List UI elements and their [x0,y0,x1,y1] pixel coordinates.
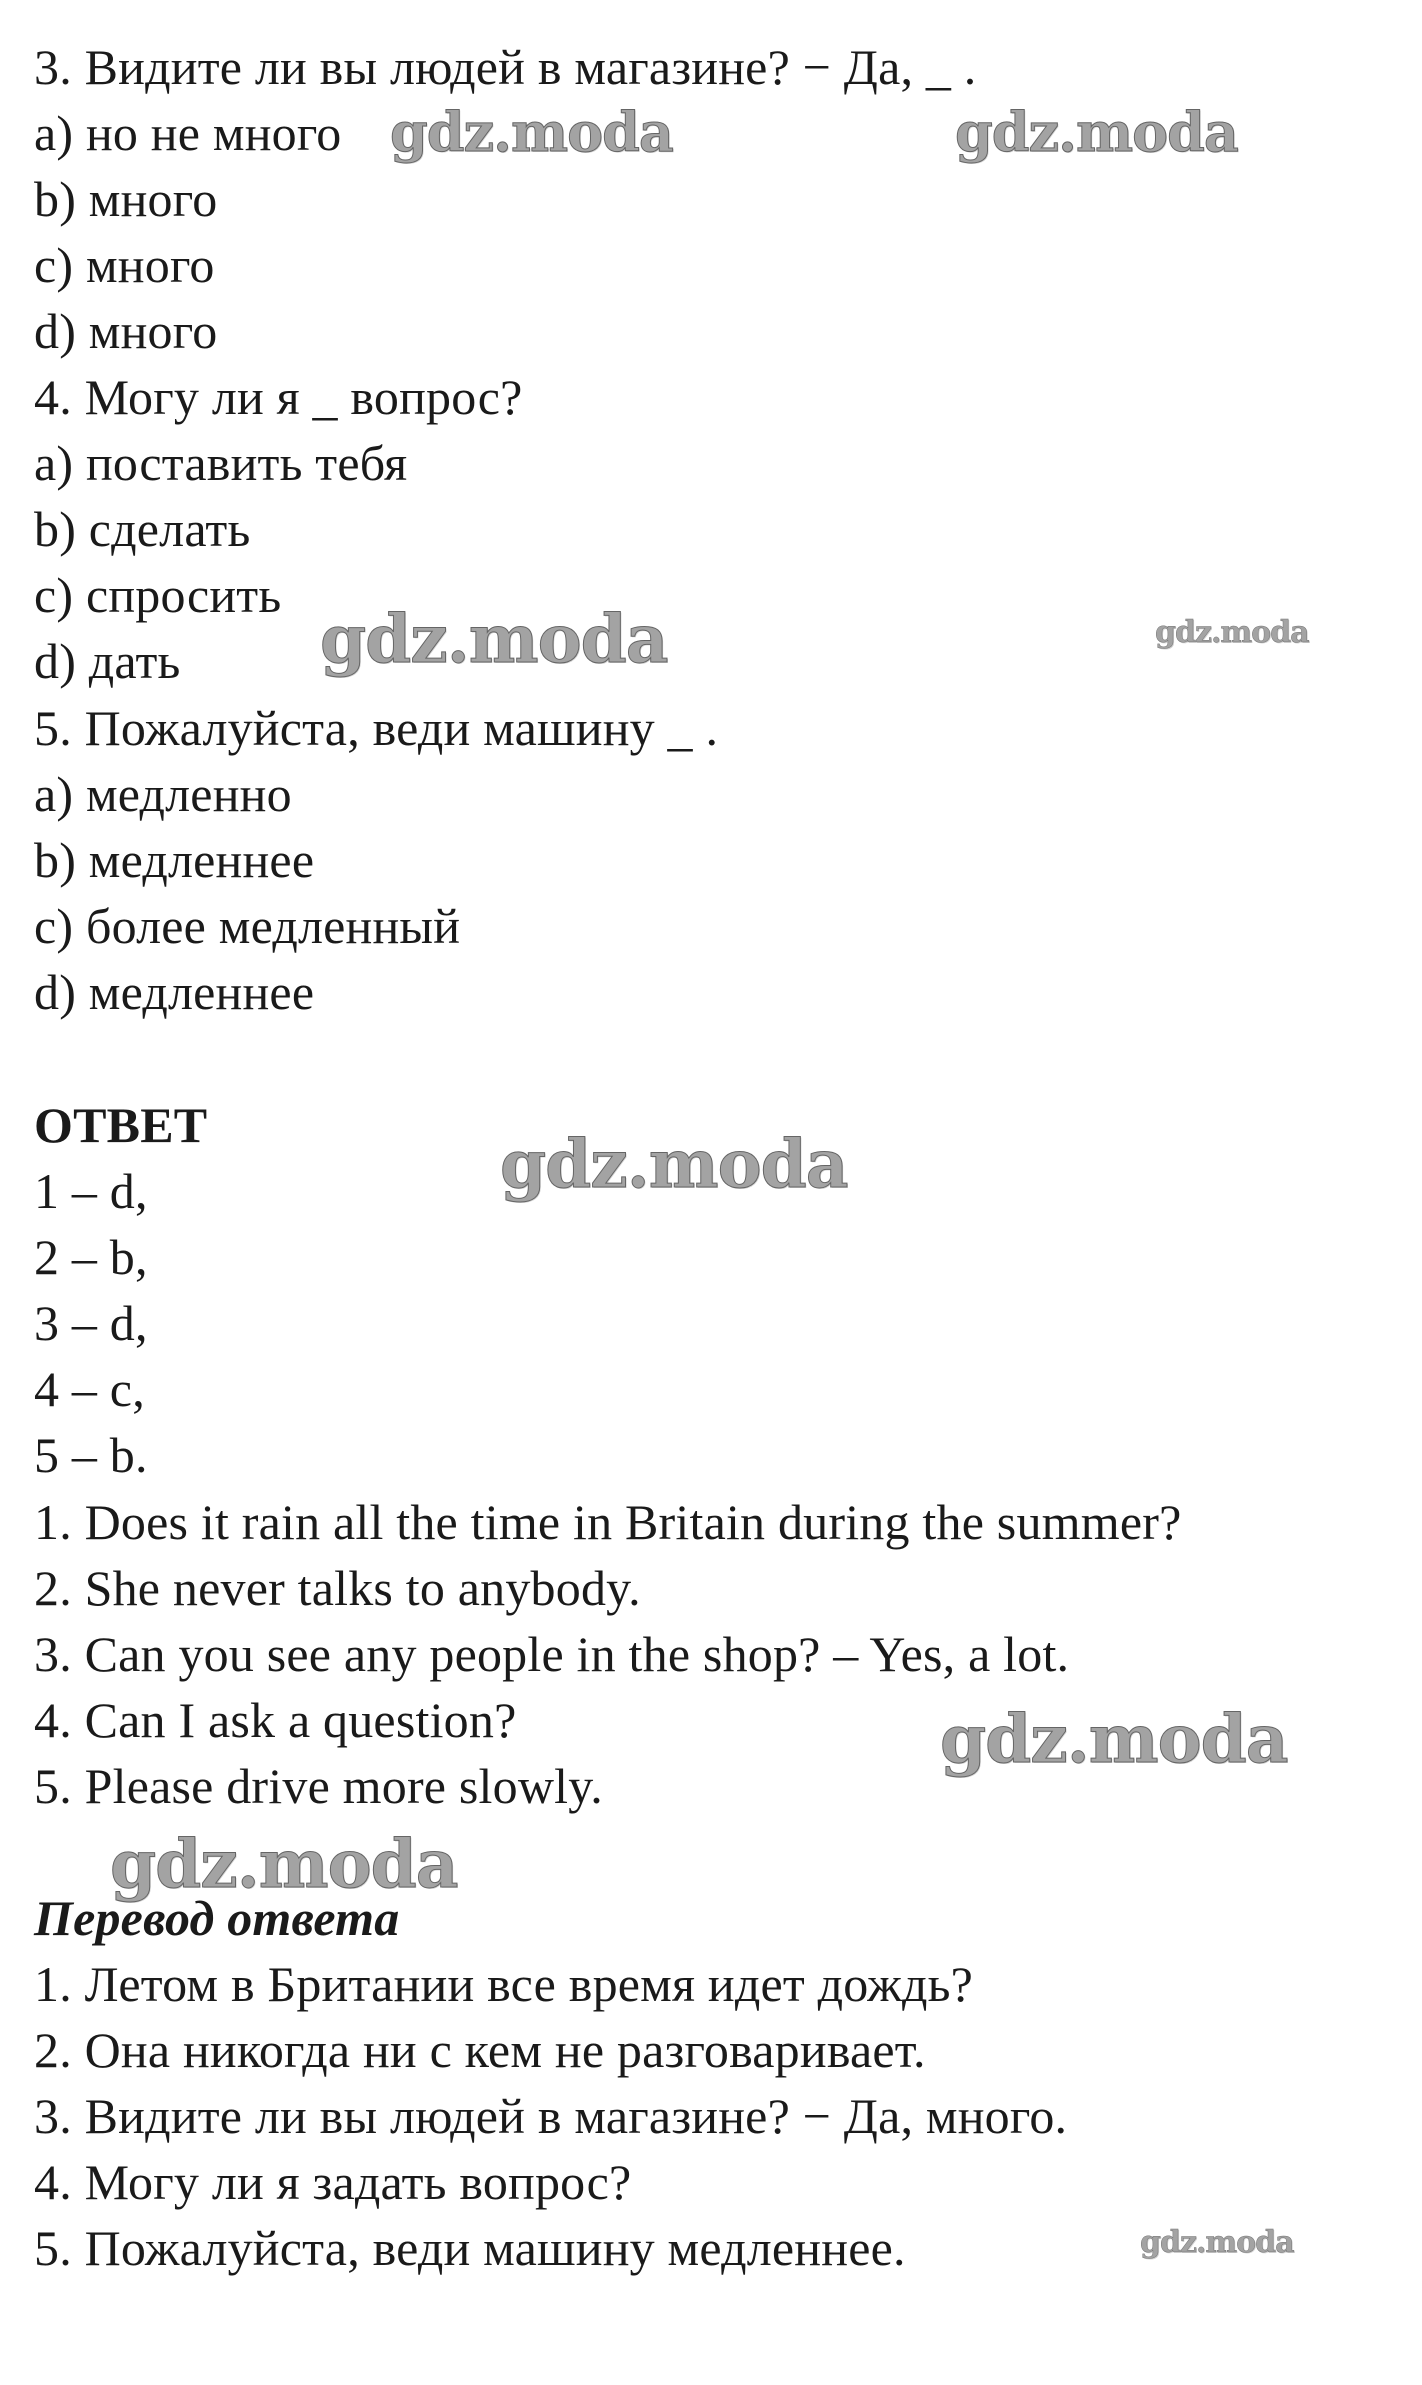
answer-key-3: 3 – d, [34,1295,148,1351]
translation-sentence-1: 1. Летом в Британии все время идет дождь? [34,1956,974,2012]
answer-key-2: 2 – b, [34,1229,148,1285]
answer-sentence-1: 1. Does it rain all the time in Britain during the summer? [34,1494,1182,1550]
question-5-text: 5. Пожалуйста, веди машину _ . [34,700,719,756]
question-5-option-b: b) медленнее [34,832,315,888]
question-5-option-a: a) медленно [34,766,292,822]
question-4-option-c: c) спросить [34,567,282,623]
answer-sentence-2: 2. She never talks to anybody. [34,1560,641,1616]
question-4-option-b: b) сделать [34,501,251,557]
watermark: gdz.moda [940,1700,1288,1778]
translation-sentence-2: 2. Она никогда ни с кем не разговаривает. [34,2022,926,2078]
answer-key-4: 4 – c, [34,1361,145,1417]
question-3-option-c: c) много [34,237,215,293]
translation-sentence-3: 3. Видите ли вы людей в магазине? − Да, много. [34,2088,1068,2144]
question-4-option-d: d) дать [34,633,181,689]
translation-sentence-4: 4. Могу ли я задать вопрос? [34,2154,632,2210]
watermark: gdz.moda [110,1825,458,1903]
question-3-text: 3. Видите ли вы людей в магазине? − Да, _ . [34,39,977,95]
question-3-option-b: b) много [34,171,218,227]
answer-key-5: 5 – b. [34,1427,148,1483]
watermark: gdz.moda [390,100,673,164]
translation-sentence-5: 5. Пожалуйста, веди машину медленнее. [34,2220,906,2276]
answer-heading: ОТВЕТ [34,1097,208,1153]
question-4-text: 4. Могу ли я _ вопрос? [34,369,523,425]
watermark: gdz.moda [1155,615,1309,650]
watermark: gdz.moda [955,100,1238,164]
answer-sentence-4: 4. Can I ask a question? [34,1692,517,1748]
watermark: gdz.moda [500,1125,848,1203]
answer-sentence-3: 3. Can you see any people in the shop? – Yes, a lot. [34,1626,1070,1682]
watermark: gdz.moda [320,600,668,678]
question-5-option-c: c) более медленный [34,898,461,954]
question-3-option-d: d) много [34,303,218,359]
translation-heading: Перевод ответа [34,1890,400,1946]
question-4-option-a: a) поставить тебя [34,435,408,491]
question-3-option-a: a) но не много [34,105,342,161]
watermark: gdz.moda [1140,2225,1294,2260]
answer-key-1: 1 – d, [34,1163,148,1219]
answer-sentence-5: 5. Please drive more slowly. [34,1758,603,1814]
question-5-option-d: d) медленнее [34,964,315,1020]
